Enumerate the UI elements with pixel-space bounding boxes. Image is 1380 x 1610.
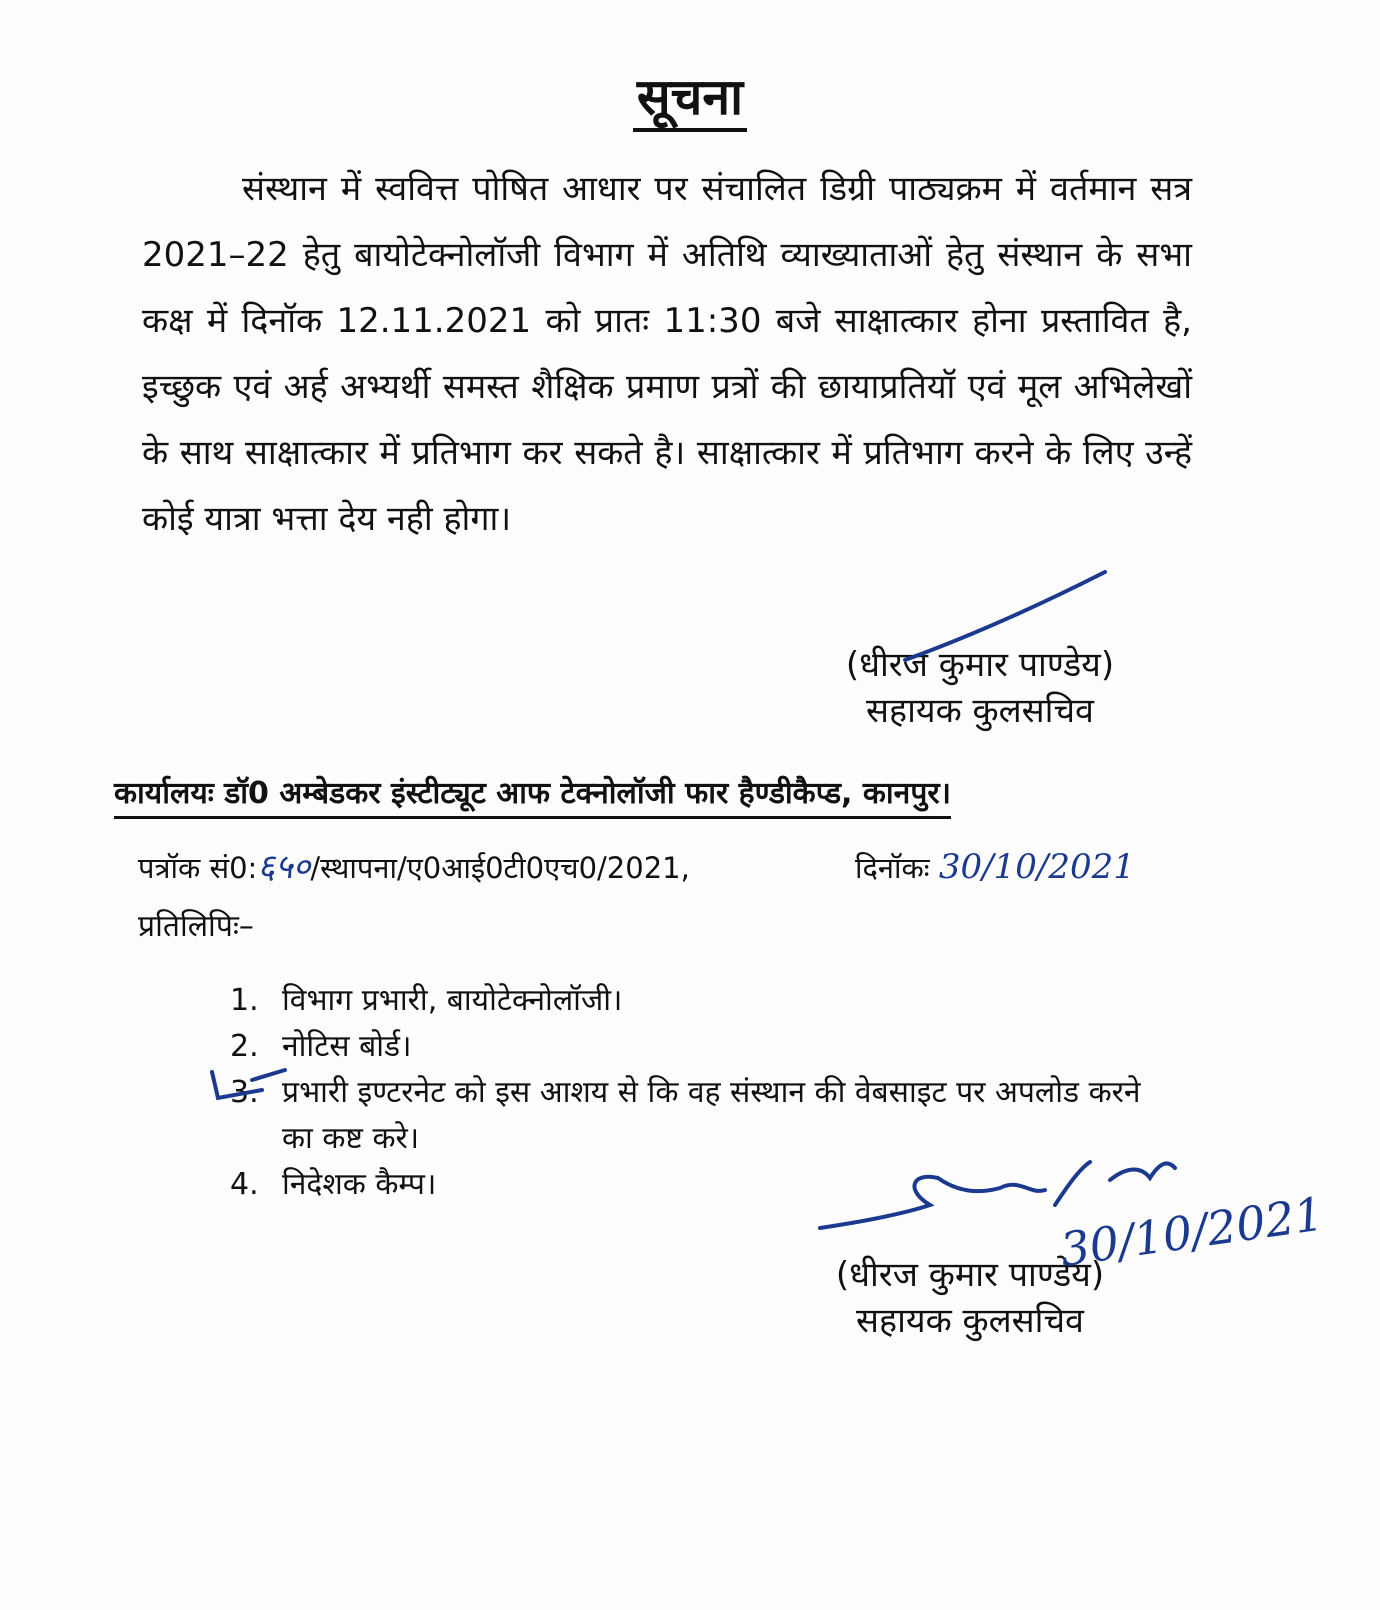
office-line: कार्यालयः डॉ0 अम्बेडकर इंस्टीट्यूट आफ टेक्नोलॉजी फार हैण्डीकैप्ड, कानपुर। [114,772,951,819]
signatory-designation: सहायक कुलसचिव [856,1301,1084,1341]
list-item-number: 1. [230,983,259,1018]
copy-to-heading: प्रतिलिपिः– [138,909,254,944]
date-label: दिनॉकः [855,851,930,885]
list-item-number: 2. [230,1029,259,1064]
reference-date [855,845,1135,890]
reference-suffix: /स्थापना/ए0आई0टी0एच0/2021, [310,851,690,885]
list-item [230,1162,1180,1208]
copy-to-list [230,978,1180,1208]
list-item [230,978,1180,1024]
list-item-number: 4. [230,1167,259,1202]
signatory-designation: सहायक कुलसचिव [866,691,1094,731]
list-item-text: विभाग प्रभारी, बायोटेक्नोलॉजी। [282,983,623,1018]
list-item [230,1024,1180,1070]
list-item [230,1070,1180,1162]
handwritten-date: 30/10/2021 [1056,1186,1327,1277]
signatory-name: (धीरज कुमार पाण्डेय) [845,645,1115,685]
date-handwritten: 30/10/2021 [938,847,1135,887]
list-item-text: नोटिस बोर्ड। [282,1029,412,1064]
reference-number [138,845,690,890]
reference-prefix: पत्रॉक सं0: [138,851,258,885]
list-item-text: निदेशक कैम्प। [282,1167,437,1202]
signature-block-bottom [810,1252,1130,1344]
reference-number-handwritten: ६५० [257,847,311,887]
signatory-name: (धीरज कुमार पाण्डेय) [835,1255,1105,1295]
list-item-text: प्रभारी इण्टरनेट को इस आशय से कि वह संस्थान की वेबसाइट पर अपलोड करने का कष्ट करे। [282,1075,1141,1156]
notice-title: सूचना [0,62,1380,132]
list-item-number: 3. [230,1075,259,1110]
signature-block-top [810,642,1150,734]
notice-body: संस्थान में स्ववित्त पोषित आधार पर संचालित डिग्री पाठ्यक्रम में वर्तमान सत्र 2021–22 हेतु बायोटेक्नोलॉजी विभाग में अतिथि व्याख्याताओं हेतु संस्थान के सभा कक्ष में दिनॉक 12.11.2021 को प्रातः 11:30 बजे साक्षात्कार होना प्रस्तावित है, इच्छुक एवं अर्ह अभ्यर्थी समस्त शैक्षिक प्रमाण प्रत्रों की छायाप्रतियॉ एवं मूल अभिलेखों के साथ साक्षात्कार में प्रतिभाग कर सकते है। साक्षात्कार में प्रतिभाग करने के लिए उन्हें कोई यात्रा भत्ता देय नही होगा। [142,169,1192,539]
